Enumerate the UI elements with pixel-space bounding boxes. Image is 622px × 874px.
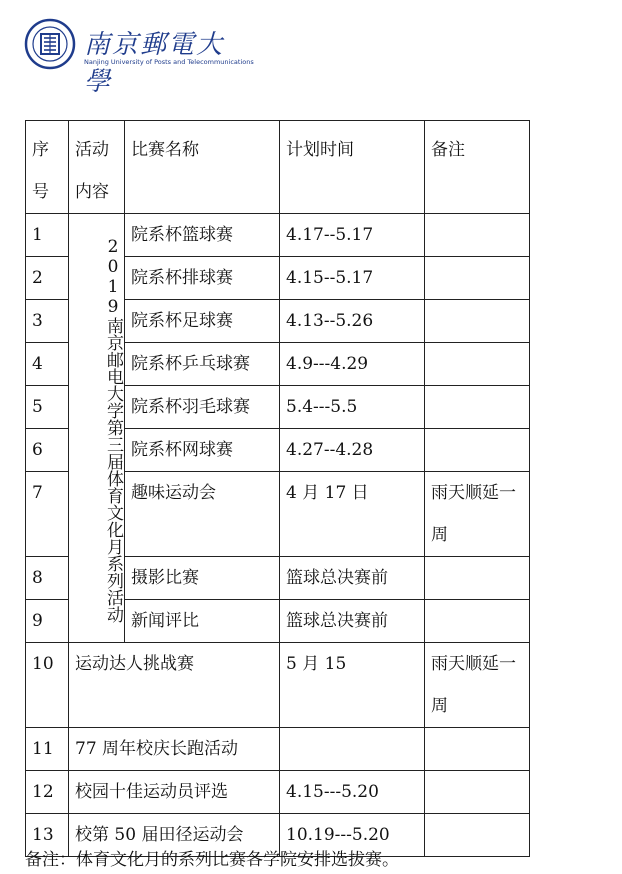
- row-no: 6: [26, 429, 69, 472]
- row-name: 院系杯乒乓球赛: [125, 343, 280, 386]
- row-no: 10: [26, 643, 69, 728]
- header-time: 计划时间: [280, 121, 425, 214]
- row-note: [425, 343, 530, 386]
- row-name: 院系杯排球赛: [125, 257, 280, 300]
- table-row: [26, 643, 530, 728]
- table-row: [26, 771, 530, 814]
- row-name: 运动达人挑战赛: [69, 643, 280, 728]
- table-row: [26, 728, 530, 771]
- row-no: 8: [26, 557, 69, 600]
- row-name: 院系杯网球赛: [125, 429, 280, 472]
- header-content-label: 活动 内容: [75, 140, 109, 202]
- header-note: 备注: [425, 121, 530, 214]
- row-time: 4.15---5.20: [280, 771, 425, 814]
- schedule-table: [25, 120, 530, 857]
- group-label: [69, 214, 125, 643]
- row-note: [425, 600, 530, 643]
- row-no: 9: [26, 600, 69, 643]
- row-time: 4.15--5.17: [280, 257, 425, 300]
- row-no: 4: [26, 343, 69, 386]
- row-time: 10.19---5.20: [280, 814, 425, 857]
- university-seal-icon: [24, 18, 76, 70]
- row-time: 4.13--5.26: [280, 300, 425, 343]
- university-logo: [24, 18, 254, 97]
- row-name: 院系杯足球赛: [125, 300, 280, 343]
- row-no: 5: [26, 386, 69, 429]
- row-name: 校园十佳运动员评选: [69, 771, 280, 814]
- row-note: 雨天顺延一周: [425, 643, 530, 728]
- university-name-cn: 南京郵電大學: [84, 30, 225, 97]
- row-time: [280, 728, 425, 771]
- header-no: 序号: [26, 121, 69, 214]
- row-note: [425, 386, 530, 429]
- university-name-en: Nanjing University of Posts and Telecommunications: [84, 58, 254, 66]
- row-name: 新闻评比: [125, 600, 280, 643]
- table-row: [26, 214, 530, 257]
- row-time: 4.17--5.17: [280, 214, 425, 257]
- row-note: [425, 814, 530, 857]
- row-note: [425, 214, 530, 257]
- row-no: 13: [26, 814, 69, 857]
- row-time: 4 月 17 日: [280, 472, 425, 557]
- row-no: 11: [26, 728, 69, 771]
- group-label-text: 2019南京邮电大学第三届体育文化月系列活动: [103, 237, 123, 623]
- row-name: 院系杯篮球赛: [125, 214, 280, 257]
- row-no: 2: [26, 257, 69, 300]
- table-header-row: [26, 121, 530, 214]
- row-name: 77 周年校庆长跑活动: [69, 728, 280, 771]
- row-time: 4.27--4.28: [280, 429, 425, 472]
- row-note: [425, 300, 530, 343]
- row-time: 篮球总决赛前: [280, 557, 425, 600]
- row-note: 雨天顺延一周: [425, 472, 530, 557]
- row-note: [425, 257, 530, 300]
- row-note: [425, 557, 530, 600]
- row-time: 4.9---4.29: [280, 343, 425, 386]
- row-name: 校第 50 届田径运动会: [69, 814, 280, 857]
- row-no: 3: [26, 300, 69, 343]
- row-no: 12: [26, 771, 69, 814]
- header-content: [69, 121, 125, 214]
- header-name: 比赛名称: [125, 121, 280, 214]
- row-no: 7: [26, 472, 69, 557]
- row-time: 5.4---5.5: [280, 386, 425, 429]
- row-note: [425, 728, 530, 771]
- row-time: 5 月 15: [280, 643, 425, 728]
- row-no: 1: [26, 214, 69, 257]
- row-name: 院系杯羽毛球赛: [125, 386, 280, 429]
- footnote: 备注：体育文化月的系列比赛各学院安排选拔赛。: [25, 850, 399, 870]
- row-name: 摄影比赛: [125, 557, 280, 600]
- row-note: [425, 771, 530, 814]
- row-time: 篮球总决赛前: [280, 600, 425, 643]
- row-name: 趣味运动会: [125, 472, 280, 557]
- row-note: [425, 429, 530, 472]
